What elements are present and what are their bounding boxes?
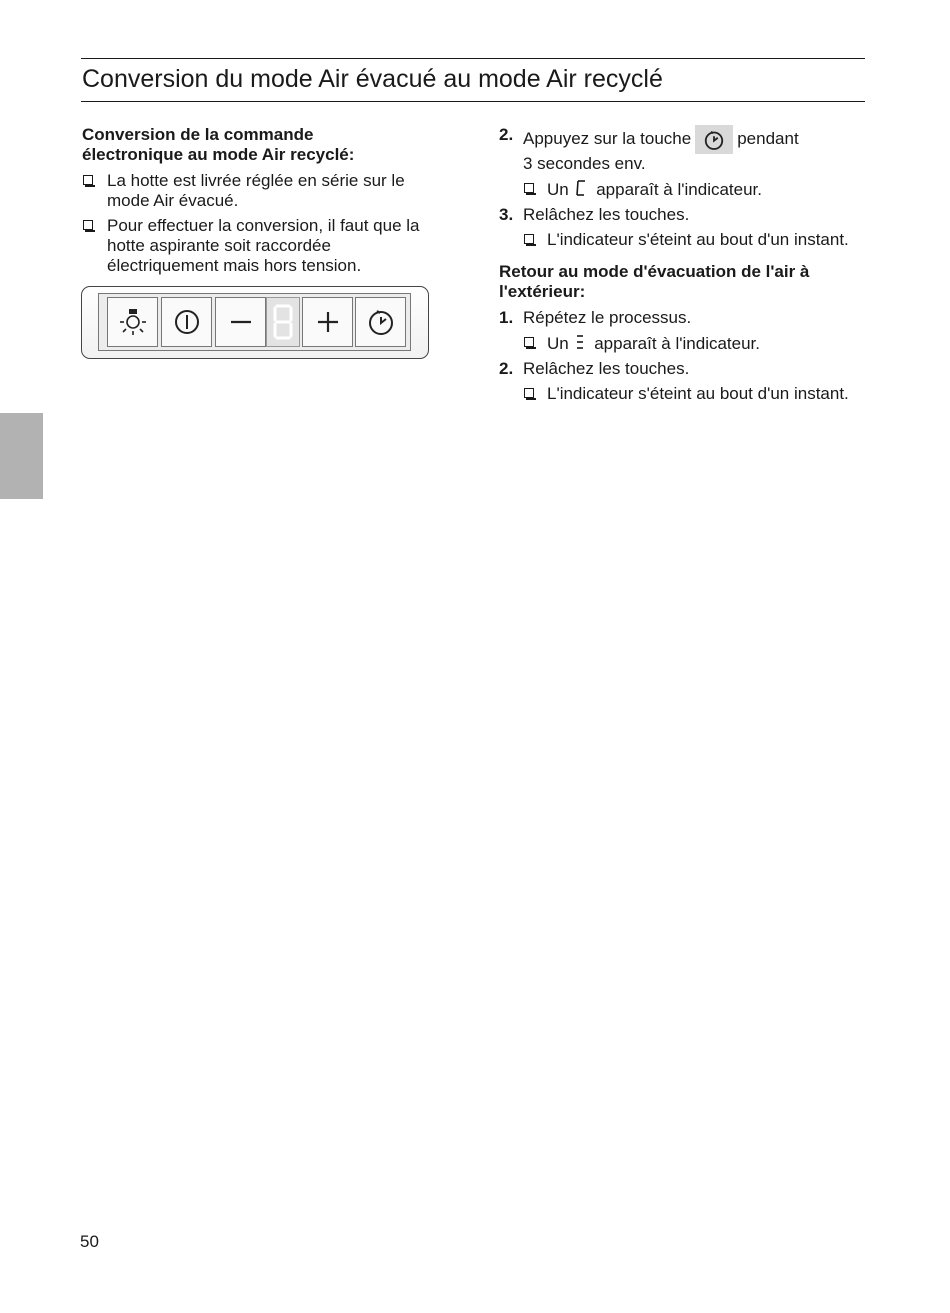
- bullet-item: La hotte est livrée réglée en série sur le mode Air évacué.: [82, 171, 442, 211]
- step-item: 1. Répétez le processus.: [499, 308, 692, 327]
- minus-key: [215, 297, 266, 347]
- bullet-item: Pour effectuer la conversion, il faut que la hotte aspirante soit raccordée électriquement mais hors tension.: [82, 216, 442, 276]
- sub-bullet-item: Un apparaît à l'indicateur.: [499, 333, 859, 354]
- step-number: 2.: [499, 125, 514, 144]
- checkbox-bullet-icon: [83, 175, 93, 185]
- timer-icon: [365, 306, 397, 338]
- timer-key: [355, 297, 406, 347]
- step-number: 3.: [499, 205, 514, 224]
- light-icon: [116, 305, 150, 339]
- step-number: 2.: [499, 359, 514, 378]
- minus-icon: [225, 306, 257, 338]
- c-display-glyph-icon: [575, 179, 587, 197]
- chapter-side-tab: [0, 413, 43, 499]
- sub-bullet-item: L'indicateur s'éteint au bout d'un instant.: [499, 384, 859, 404]
- left-column: [82, 125, 442, 281]
- timer-icon: [702, 128, 726, 152]
- right-column: [499, 125, 859, 409]
- header-top-rule: [81, 58, 865, 59]
- sub-bullet-item: Un apparaît à l'indicateur.: [499, 179, 859, 200]
- section-heading-return: Retour au mode d'évacuation de l'air à l'extérieur:: [499, 262, 810, 301]
- checkbox-bullet-icon: [524, 337, 534, 347]
- checkbox-bullet-icon: [83, 220, 93, 230]
- sub-bullet-item: L'indicateur s'éteint au bout d'un instant.: [499, 230, 859, 250]
- eight-segment-icon: [270, 301, 296, 343]
- control-panel-keyboard: [98, 293, 411, 351]
- step-item: 2. Appuyez sur la touche pendant 3 secondes env.: [499, 125, 799, 173]
- plus-icon: [312, 306, 344, 338]
- control-panel-illustration: [81, 286, 429, 359]
- checkbox-bullet-icon: [524, 183, 534, 193]
- plus-key: [302, 297, 353, 347]
- checkbox-bullet-icon: [524, 234, 534, 244]
- step-number: 1.: [499, 308, 514, 327]
- three-bar-display-glyph-icon: [575, 333, 585, 351]
- power-key: [161, 297, 212, 347]
- header-bottom-rule: [81, 101, 865, 102]
- digit-display: [266, 297, 300, 347]
- power-icon: [171, 306, 203, 338]
- page-number: 50: [80, 1232, 99, 1251]
- section-heading-conversion: Conversion de la commande électronique au mode Air recyclé:: [82, 125, 355, 164]
- checkbox-bullet-icon: [524, 388, 534, 398]
- step-item: 3. Relâchez les touches.: [499, 205, 690, 224]
- light-key: [107, 297, 158, 347]
- timer-key-inline: [695, 125, 733, 154]
- page-title: Conversion du mode Air évacué au mode Air recyclé: [82, 65, 663, 93]
- step-item: 2. Relâchez les touches.: [499, 359, 690, 378]
